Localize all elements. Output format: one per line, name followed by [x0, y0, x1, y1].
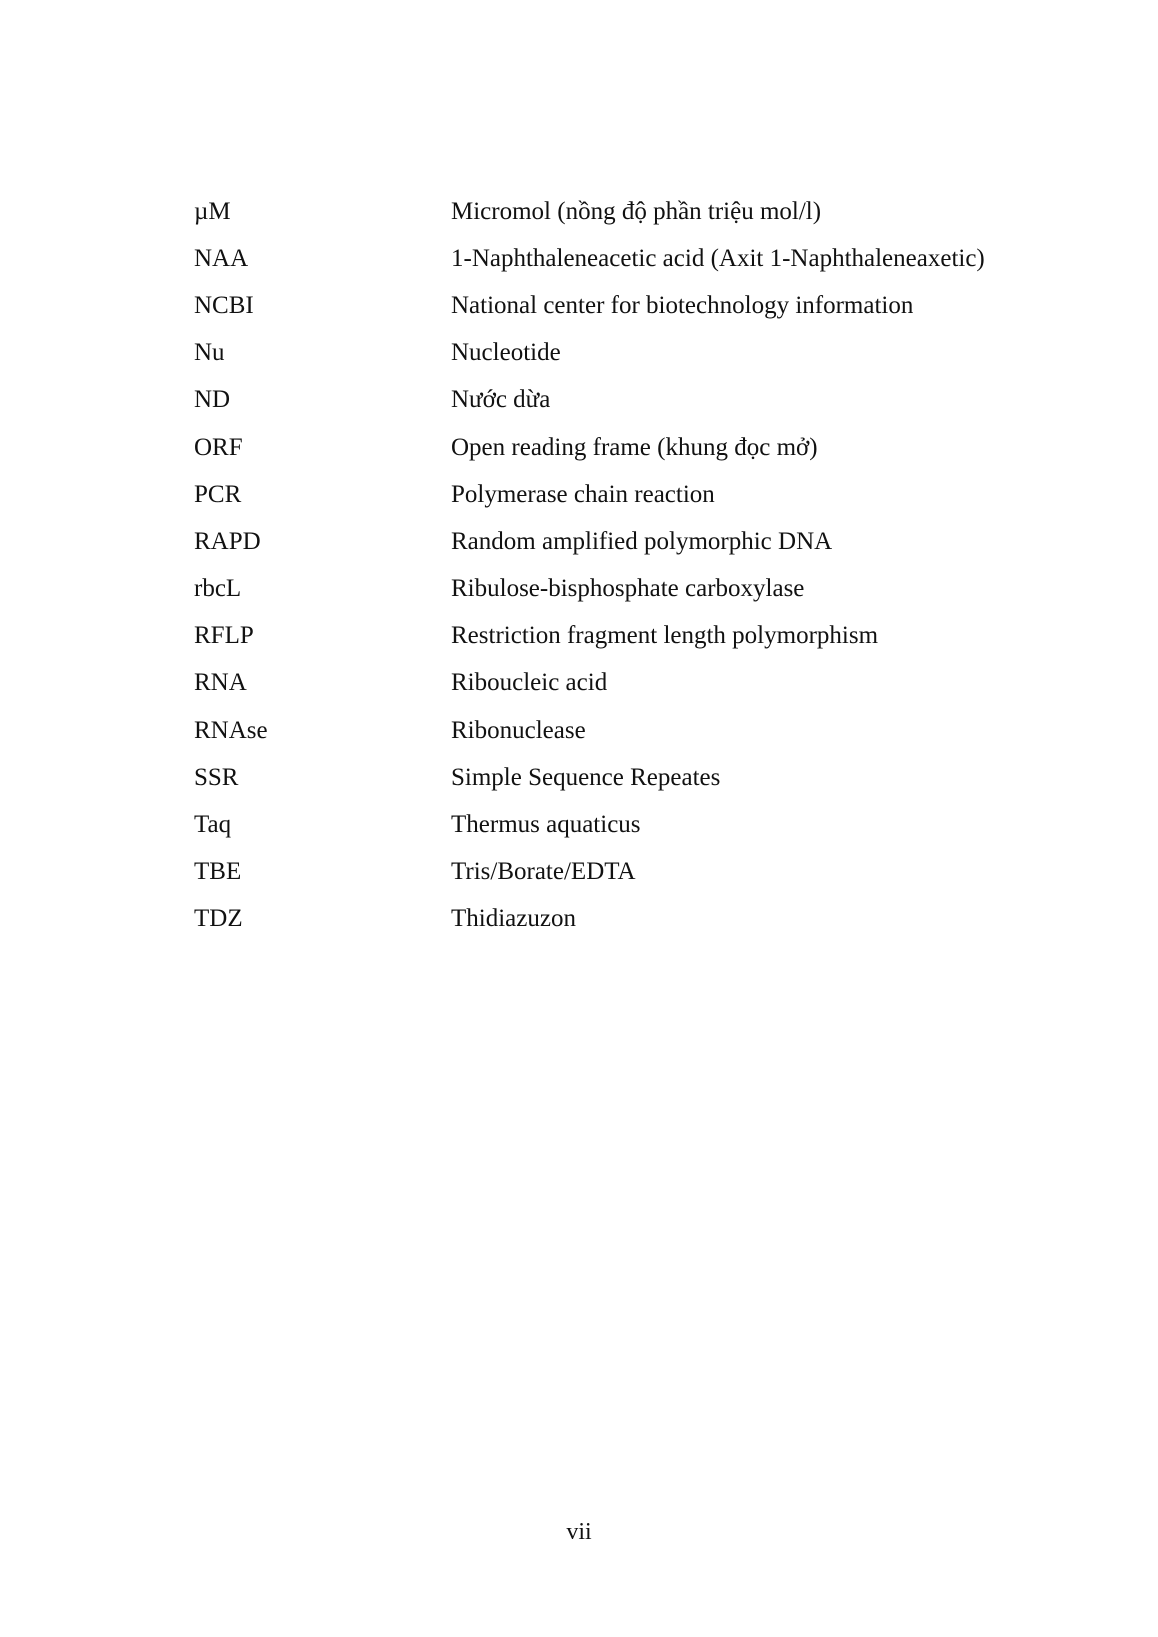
abbreviation-definition: National center for biotechnology information — [451, 291, 914, 319]
abbreviation-term: NCBI — [194, 291, 254, 319]
abbreviation-term: ND — [194, 386, 231, 414]
abbreviation-term: SSR — [194, 763, 239, 791]
abbreviation-definition: Polymerase chain reaction — [451, 480, 715, 508]
abbreviation-definition: Nucleotide — [451, 339, 561, 367]
abbreviation-term: rbcL — [194, 575, 242, 603]
abbreviation-definition: Tris/Borate/EDTA — [451, 858, 636, 886]
abbreviation-definition: Micromol (nồng độ phần triệu mol/l) — [451, 197, 822, 225]
abbreviation-term: µM — [194, 197, 231, 225]
abbreviation-row — [194, 471, 1094, 518]
abbreviation-row — [194, 377, 1094, 424]
abbreviation-row — [194, 801, 1094, 848]
abbreviation-list — [194, 188, 1094, 943]
abbreviation-row — [194, 896, 1094, 943]
abbreviation-row — [194, 424, 1094, 471]
page-number: vii — [566, 1519, 592, 1545]
abbreviation-term: RNAse — [194, 716, 268, 744]
abbreviation-definition: Restriction fragment length polymorphism — [451, 622, 879, 650]
abbreviation-row — [194, 754, 1094, 801]
abbreviation-term: Taq — [194, 811, 232, 839]
abbreviation-definition: Open reading frame (khung đọc mở) — [451, 433, 818, 461]
abbreviation-term: ORF — [194, 433, 243, 461]
abbreviation-definition: 1-Naphthaleneacetic acid (Axit 1-Naphthaleneaxetic) — [451, 244, 985, 272]
abbreviation-row — [194, 613, 1094, 660]
abbreviation-row — [194, 707, 1094, 754]
abbreviation-definition: Thermus aquaticus — [451, 811, 641, 839]
abbreviation-definition: Thidiazuzon — [451, 905, 576, 933]
abbreviation-definition: Ribonuclease — [451, 716, 586, 744]
abbreviation-definition: Ribulose-bisphosphate carboxylase — [451, 575, 805, 603]
abbreviation-row — [194, 566, 1094, 613]
abbreviation-definition: Simple Sequence Repeates — [451, 763, 721, 791]
abbreviation-definition: Riboucleic acid — [451, 669, 608, 697]
abbreviation-term: Nu — [194, 339, 225, 367]
abbreviation-term: RNA — [194, 669, 247, 697]
abbreviation-row — [194, 282, 1094, 329]
abbreviation-row — [194, 330, 1094, 377]
abbreviation-term: RAPD — [194, 527, 261, 555]
abbreviation-row — [194, 849, 1094, 896]
abbreviation-row — [194, 235, 1094, 282]
abbreviation-definition: Nước dừa — [451, 386, 551, 414]
abbreviation-term: TDZ — [194, 905, 243, 933]
abbreviation-term: TBE — [194, 858, 242, 886]
abbreviation-term: RFLP — [194, 622, 254, 650]
abbreviation-row — [194, 188, 1094, 235]
abbreviation-term: PCR — [194, 480, 242, 508]
abbreviation-row — [194, 518, 1094, 565]
abbreviation-term: NAA — [194, 244, 249, 272]
abbreviation-row — [194, 660, 1094, 707]
abbreviation-definition: Random amplified polymorphic DNA — [451, 527, 833, 555]
